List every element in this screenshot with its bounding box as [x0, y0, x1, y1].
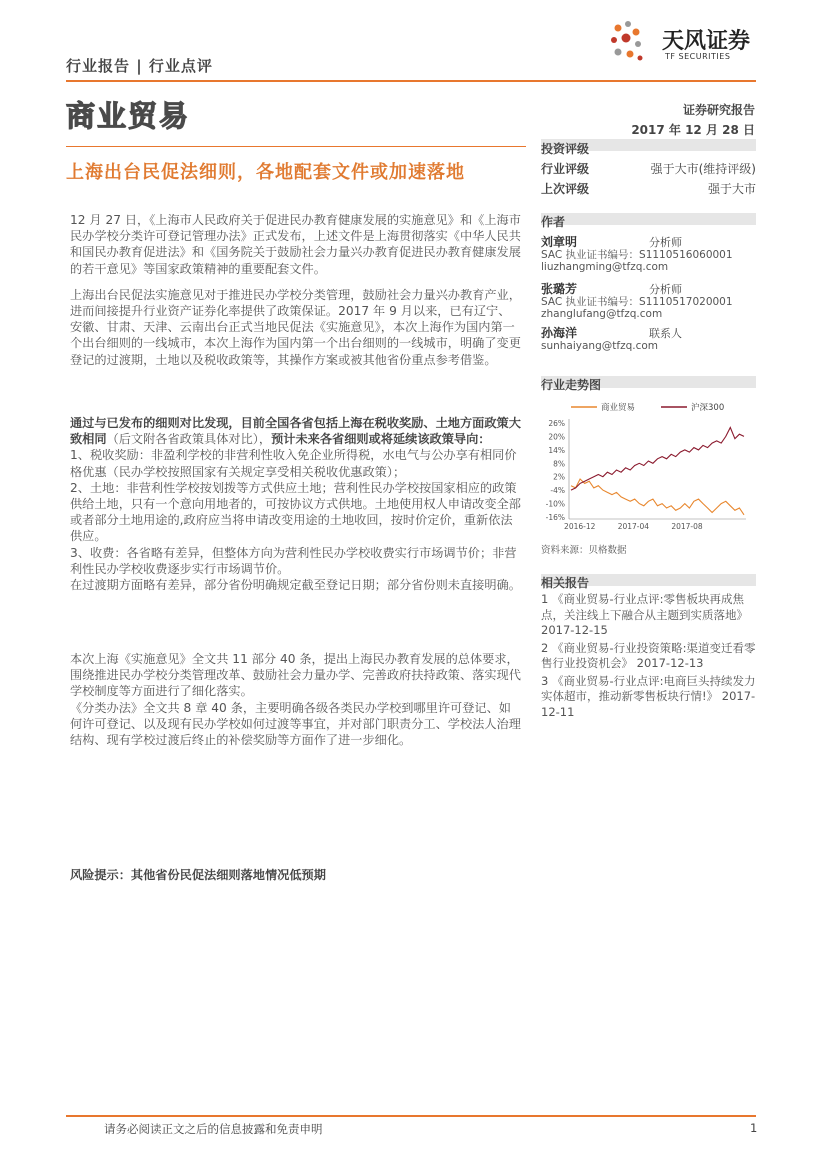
author-role: 分析师: [649, 283, 682, 296]
y-tick-label: 14%: [548, 445, 565, 455]
report-type: 证券研究报告: [682, 103, 755, 117]
author-3: [541, 327, 756, 352]
previous-rating-value: 强于大市: [707, 182, 756, 196]
author-name: 张璐芳: [541, 282, 578, 296]
related-report-3[interactable]: [541, 674, 756, 721]
y-tick-label: 8%: [553, 459, 565, 469]
chart-source: 资料来源：贝格数据: [541, 545, 627, 556]
previous-rating-label: 上次评级: [541, 182, 590, 196]
footer-disclaimer[interactable]: 请务必阅读正文之后的信息披露和免责申明: [104, 1122, 323, 1136]
author-name: 孙海洋: [541, 326, 578, 340]
footer-divider: [66, 1115, 756, 1117]
related-report-date: 2017-12-11: [541, 689, 756, 719]
documents-section: [70, 651, 522, 758]
y-tick-label: 2%: [553, 472, 565, 482]
paragraph-2: 上海出台民促法实施意见对于推进民办学校分类管理，鼓励社会力量兴办教育产业，进而间接提升行业资产证券化率提供了政策保证。2017 年 9 月以来，已有辽宁、安徽、甘肃、天津、云南出台正式当地民促法《实施意见》，本次上海作为国内第一个出台细则的一线城市，本次上海作为国内第一个出台细则的一线城市，明确了变更登记的过渡期，土地以及税收政策等，其操作方案或被其他省份重点参考借鉴。: [70, 287, 521, 367]
y-tick-label: -16%: [545, 513, 565, 522]
related-report-title[interactable]: 2 《商业贸易-行业投资策略:渠道变迁看零售行业投资机会》: [541, 640, 756, 670]
legend-label: 沪深300: [691, 403, 725, 413]
main-body: [70, 212, 522, 378]
industry-title: 商业贸易: [66, 99, 191, 133]
authors-header: [541, 213, 756, 230]
industry-trend-chart: [541, 395, 756, 535]
series-line-csi300: [571, 428, 744, 491]
y-tick-label: 26%: [548, 419, 565, 428]
related-report-title[interactable]: 3 《商业贸易-行业点评:电商巨头持续发力实体超市，推动新零售板块行情!》: [541, 673, 756, 703]
policy-item-land: 2、土地：非营利性学校按划拨等方式供应土地；营利性民办学校按国家相应的政策供给土地，只有一个意向用地者的，可按协议方式供地。土地使用权人申请改变全部或者部分土地用途的,政府应当将申请改变用途的土地收回，按时价定价，重新依法供应。: [70, 480, 521, 544]
author-name: 刘章明: [541, 235, 578, 249]
industry-rating-label: 行业评级: [541, 162, 590, 176]
policy-item-fees: 3、收费：各省略有差异，但整体方向为营利性民办学校收费实行市场调节价；非营利性民办学校收费逐步实行市场调节价。: [70, 545, 517, 576]
industry-rating-value: 强于大市(维持评级): [650, 162, 756, 176]
report-category: 行业报告 | 行业点评: [66, 57, 213, 75]
y-tick-label: -10%: [545, 499, 565, 509]
related-report-2[interactable]: [541, 641, 756, 672]
policy-section: [70, 415, 522, 603]
trend-header: [541, 376, 756, 393]
paragraph-classification: 《分类办法》全文共 8 章 40 条，主要明确各级各类民办学校到哪里许可登记、如何许可登记、以及现有民办学校如何过渡等事宜，并对部门职责分工、学校法人治理结构、现有学校过渡后终止的补偿奖励等方面作了进一步细化。: [70, 700, 521, 748]
risk-warning: 风险提示：其他省份民促法细则落地情况低预期: [70, 868, 326, 882]
series-line-commerce: [571, 479, 744, 515]
rating-header: [541, 140, 756, 157]
industry-rating-row: [541, 160, 756, 177]
policy-summary-bold-1: 通过与已发布的细则对比发现，目前全国各省包括上海在税收奖励、土地方面政策大致相同: [70, 416, 521, 447]
y-tick-label: -4%: [550, 486, 565, 496]
header-divider: [66, 80, 756, 82]
author-cert: SAC 执业证书编号：S1110516060001: [541, 248, 733, 261]
author-email[interactable]: zhanglufang@tfzq.com: [541, 308, 663, 320]
author-role: 分析师: [649, 236, 682, 249]
author-2: [541, 283, 756, 321]
report-date: 2017 年 12 月 28 日: [631, 123, 755, 137]
related-report-title[interactable]: 1 《商业贸易-行业点评:零售板块再成焦点，关注线上下融合从主题到实质落地》: [541, 592, 748, 622]
related-report-1[interactable]: [541, 592, 756, 639]
policy-item-tax: 1、税收奖励：非盈利学校的非营利性收入免企业所得税，水电气与公办享有相同价格优惠（民办学校按照国家有关规定享受相关税收优惠政策）；: [70, 448, 517, 479]
title-divider: [66, 146, 526, 147]
transition-paragraph: 在过渡期方面略有差异，部分省份明确规定截至登记日期；部分省份则未直接明确。: [70, 578, 521, 593]
x-tick-label: 2016-12: [564, 522, 596, 531]
paragraph-1: 12 月 27 日，《上海市人民政府关于促进民办教育健康发展的实施意见》和《上海市民办学校分类许可登记管理办法》正式发布，上述文件是上海贯彻落实《中华人民共和国民办教育促进法》和《国务院关于鼓励社会力量兴办教育促进民办教育健康发展的若干意见》等国家政策精神的重要配套文件。: [70, 213, 521, 276]
author-cert: SAC 执业证书编号：S1110517020001: [541, 295, 733, 308]
policy-summary: [70, 415, 522, 447]
related-header: [541, 574, 756, 591]
policy-summary-note: （后文附各省政策具体对比），: [106, 432, 272, 447]
author-email[interactable]: sunhaiyang@tfzq.com: [541, 339, 659, 352]
logo-cn-text: 天风证券: [662, 29, 751, 54]
policy-summary-bold-2: 预计未来各省细则或将延续该政策导向：: [271, 432, 491, 447]
authors-header-label: 作者: [541, 215, 566, 229]
author-email[interactable]: liuzhangming@tfzq.com: [541, 261, 669, 273]
related-reports: [541, 592, 756, 722]
previous-rating-row: [541, 180, 756, 197]
author-role: 联系人: [649, 327, 682, 340]
logo-en-text: TF SECURITIES: [665, 52, 731, 61]
related-report-date: 2017-12-15: [541, 623, 608, 637]
paragraph-implementation: 本次上海《实施意见》全文共 11 部分 40 条，提出上海民办教育发展的总体要求，围绕推进民办学校分类管理改革、鼓励社会力量办学、完善政府扶持政策、落实现代学校制度等方面进行了细化落实。: [70, 652, 521, 699]
rating-header-label: 投资评级: [541, 142, 590, 156]
trend-header-label: 行业走势图: [541, 378, 602, 392]
page-number: 1: [750, 1121, 758, 1135]
x-tick-label: 2017-04: [617, 522, 650, 531]
author-1: [541, 236, 756, 274]
legend-label: 商业贸易: [601, 403, 636, 413]
related-report-date: 2017-12-13: [636, 656, 704, 670]
y-tick-label: 20%: [548, 432, 565, 442]
related-header-label: 相关报告: [541, 576, 590, 590]
x-tick-label: 2017-08: [671, 522, 703, 531]
report-title: 上海出台民促法细则，各地配套文件或加速落地: [66, 162, 465, 183]
